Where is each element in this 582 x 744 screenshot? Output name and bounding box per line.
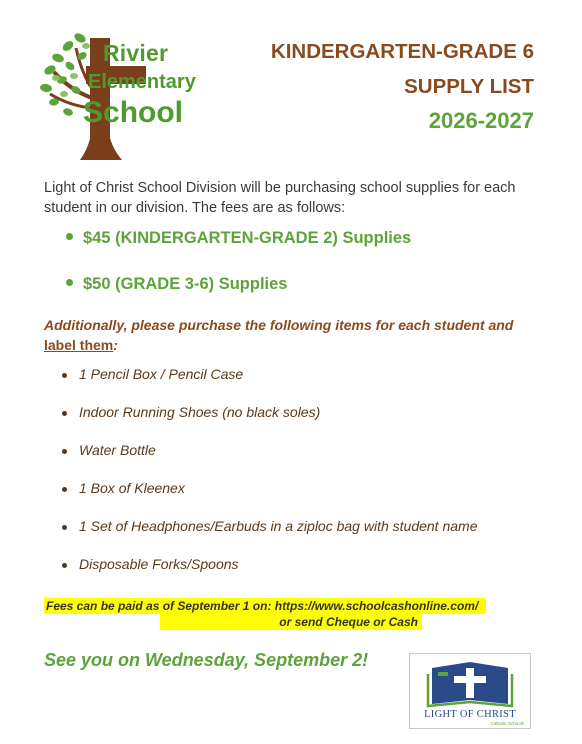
bullet-icon — [62, 449, 67, 454]
item-text: Water Bottle — [79, 442, 156, 458]
logo-name-line1: Rivier — [103, 40, 169, 66]
additional-text: Additionally, please purchase the following items for each student and — [44, 317, 514, 333]
item-text: 1 Pencil Box / Pencil Case — [79, 366, 244, 382]
additional-instructions — [44, 315, 544, 355]
list-item — [62, 518, 477, 556]
school-year: 2026-2027 — [428, 108, 534, 133]
payment-note-line2: or send Cheque or Cash — [160, 614, 422, 630]
list-item — [62, 442, 477, 480]
page-title: KINDERGARTEN-GRADE 6 — [270, 40, 534, 63]
supply-items-list — [62, 366, 477, 594]
item-text: 1 Set of Headphones/Earbuds in a ziploc bag with student name — [79, 518, 478, 534]
logo-name-line2: Elementary — [88, 71, 196, 93]
list-item — [62, 480, 477, 518]
fee-text: $45 (KINDERGARTEN-GRADE 2) Supplies — [83, 229, 412, 247]
item-text: 1 Box of Kleenex — [79, 480, 185, 496]
label-them-text: label them — [44, 337, 114, 353]
division-name: LIGHT OF CHRIST — [424, 709, 516, 720]
bullet-icon — [62, 563, 67, 568]
bullet-icon — [66, 279, 73, 286]
fee-item — [66, 229, 411, 248]
division-logo — [409, 653, 531, 729]
division-subtitle: Catholic Schools — [490, 721, 524, 726]
logo-name-line3: School — [83, 96, 184, 129]
intro-paragraph: Light of Christ School Division will be purchasing school supplies for each student in our division. The fees are as follows: — [44, 180, 516, 216]
page-subtitle: SUPPLY LIST — [404, 75, 534, 98]
bullet-icon — [62, 487, 67, 492]
book-cross-icon — [410, 654, 530, 710]
bullet-icon — [62, 411, 67, 416]
item-text: Disposable Forks/Spoons — [79, 556, 239, 572]
payment-note-line1: Fees can be paid as of September 1 on: https://www.schoolcashonline.com/ — [44, 598, 486, 614]
list-item — [62, 556, 477, 594]
additional-suffix: : — [113, 337, 118, 353]
bullet-icon — [62, 525, 67, 530]
list-item — [62, 366, 477, 404]
fee-item — [66, 275, 287, 294]
list-item — [62, 404, 477, 442]
bullet-icon — [66, 233, 73, 240]
bullet-icon — [62, 373, 67, 378]
closing-message: See you on Wednesday, September 2! — [44, 650, 369, 670]
item-text: Indoor Running Shoes (no black soles) — [79, 404, 321, 420]
fee-text: $50 (GRADE 3-6) Supplies — [83, 275, 288, 293]
